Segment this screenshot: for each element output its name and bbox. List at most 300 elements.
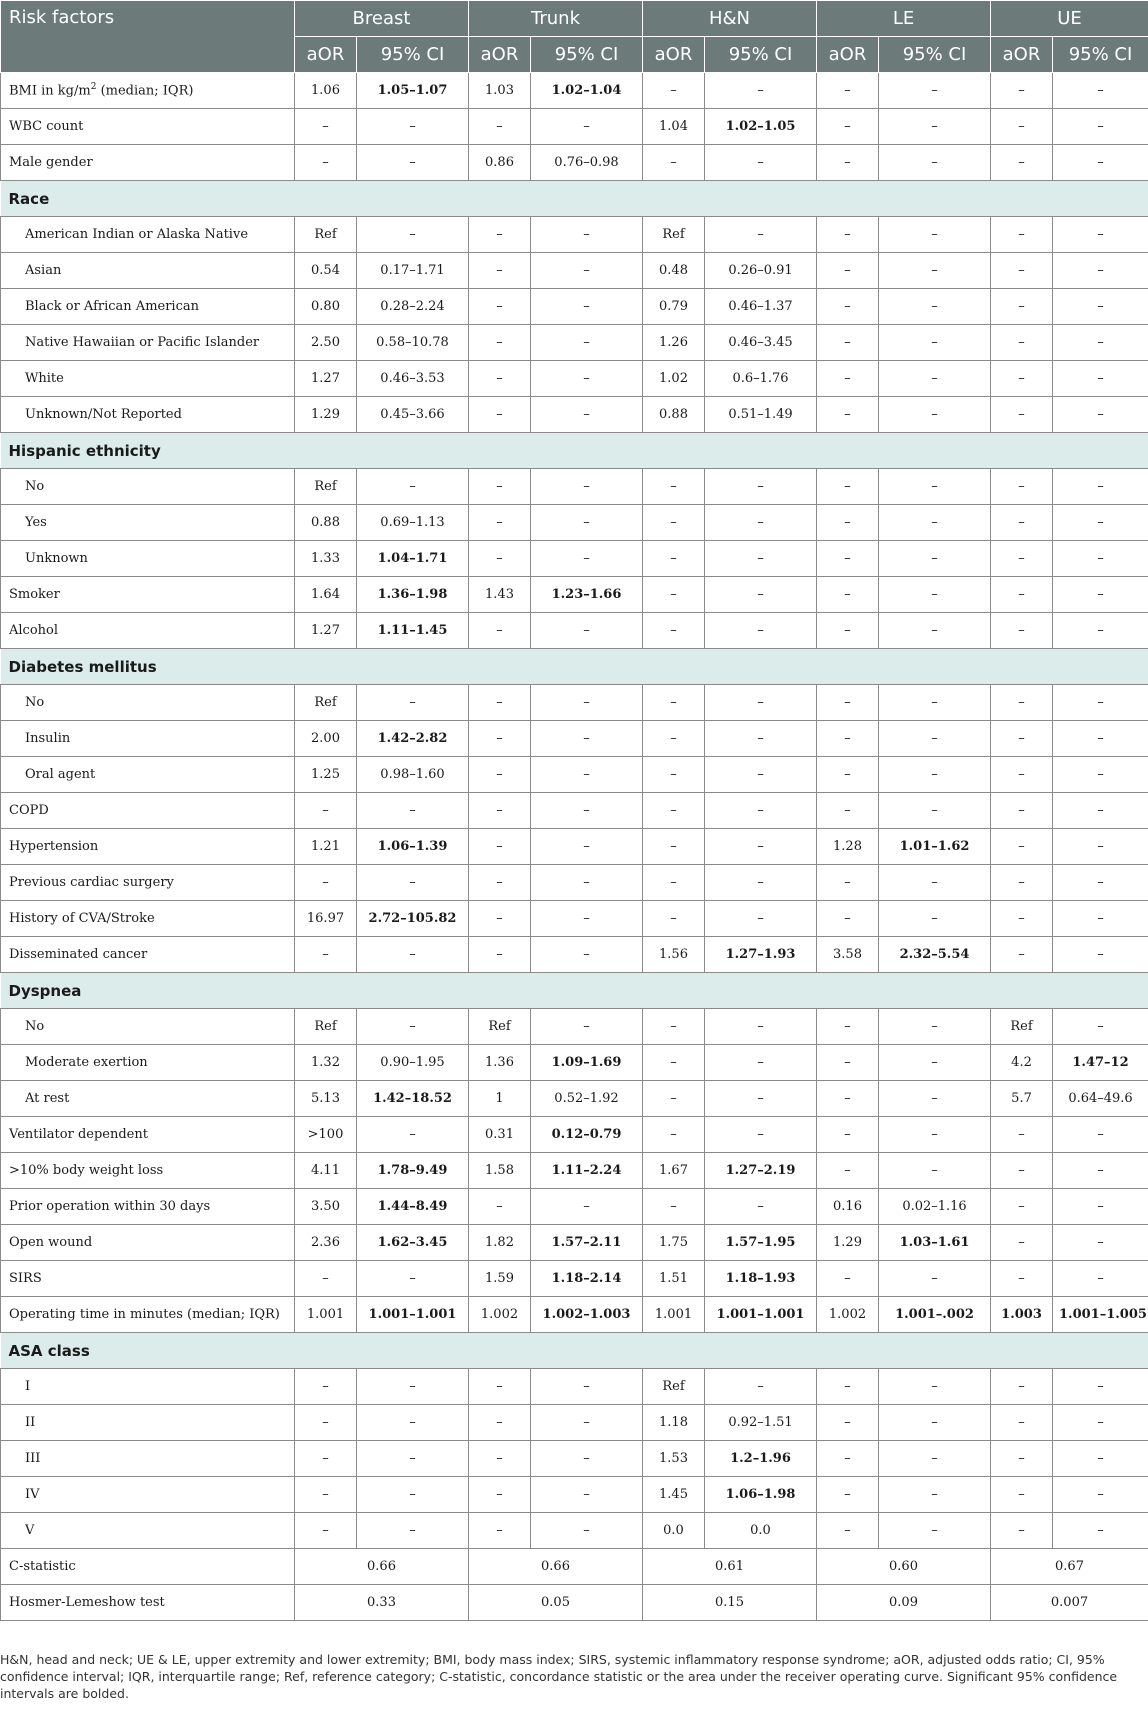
table-body (1, 73, 1148, 1621)
aor-cell: 1.58 (469, 1153, 531, 1189)
ci-cell: 2.72–105.82 (357, 901, 469, 937)
row-label (1, 1189, 295, 1225)
aor-cell: – (643, 1189, 705, 1225)
ci-cell: – (357, 685, 469, 721)
stat-value: 0.67 (991, 1549, 1148, 1585)
aor-cell: – (643, 469, 705, 505)
aor-cell: 0.16 (817, 1189, 879, 1225)
ci-cell: 0.52–1.92 (531, 1081, 643, 1117)
aor-cell: 1.32 (295, 1045, 357, 1081)
aor-cell: 4.2 (991, 1045, 1053, 1081)
ci-cell: – (357, 937, 469, 973)
ci-cell: – (879, 577, 991, 613)
aor-cell: 1.04 (643, 109, 705, 145)
aor-cell: 1.25 (295, 757, 357, 793)
aor-cell: 1.02 (643, 361, 705, 397)
aor-cell: – (643, 577, 705, 613)
group-header-ue: UE (991, 1, 1148, 37)
ci-cell: – (531, 1441, 643, 1477)
ci-cell: – (879, 865, 991, 901)
aor-cell: – (817, 1477, 879, 1513)
ci-cell: – (531, 1009, 643, 1045)
table-row (1, 1189, 1148, 1225)
row-label (1, 1117, 295, 1153)
row-label (1, 397, 295, 433)
ci-cell: – (879, 469, 991, 505)
table-row (1, 1117, 1148, 1153)
aor-cell: – (469, 325, 531, 361)
aor-header: aOR (991, 37, 1053, 73)
row-label-text: Previous cardiac surgery (9, 875, 174, 890)
aor-cell: – (991, 1369, 1053, 1405)
ci-cell: – (705, 469, 817, 505)
ci-cell: – (1053, 73, 1148, 109)
table-row (1, 1513, 1148, 1549)
ci-cell: – (879, 289, 991, 325)
row-label-text: Asian (25, 263, 62, 278)
row-label (1, 505, 295, 541)
aor-cell: – (295, 865, 357, 901)
group-header-breast: Breast (295, 1, 469, 37)
aor-cell: – (643, 541, 705, 577)
aor-cell: – (643, 757, 705, 793)
aor-cell: – (295, 1477, 357, 1513)
aor-cell: 1.03 (469, 73, 531, 109)
aor-cell: Ref (295, 685, 357, 721)
row-label-text: I (25, 1379, 31, 1394)
aor-cell: – (991, 1189, 1053, 1225)
row-label (1, 1369, 295, 1405)
stat-value: 0.61 (643, 1549, 817, 1585)
row-label (1, 721, 295, 757)
aor-cell: – (991, 145, 1053, 181)
ci-cell: – (705, 901, 817, 937)
row-label (1, 469, 295, 505)
aor-header: aOR (817, 37, 879, 73)
aor-cell: – (991, 685, 1053, 721)
section-label: Dyspnea (1, 973, 1148, 1009)
ci-cell: 1.36–1.98 (357, 577, 469, 613)
aor-cell: – (817, 721, 879, 757)
ci-cell: 0.64–49.6 (1053, 1081, 1148, 1117)
row-label-text: No (25, 479, 45, 494)
aor-cell: – (643, 685, 705, 721)
ci-cell: – (879, 1045, 991, 1081)
ci-cell: 0.6–1.76 (705, 361, 817, 397)
aor-cell: 1.001 (295, 1297, 357, 1333)
row-label (1, 829, 295, 865)
ci-cell: 1.001–1.005 (1053, 1297, 1148, 1333)
risk-factors-header: Risk factors (1, 1, 295, 73)
aor-cell: – (817, 865, 879, 901)
ci-cell: – (705, 1009, 817, 1045)
ci-cell: – (531, 685, 643, 721)
ci-cell: – (879, 1405, 991, 1441)
ci-cell: – (357, 793, 469, 829)
aor-cell: 1.56 (643, 937, 705, 973)
ci-cell: 1.001–.002 (879, 1297, 991, 1333)
ci-cell: 1.001–1.001 (705, 1297, 817, 1333)
ci-cell: – (705, 829, 817, 865)
ci-cell: – (531, 901, 643, 937)
aor-cell: – (991, 253, 1053, 289)
ci-cell: 0.69–1.13 (357, 505, 469, 541)
aor-cell: – (643, 901, 705, 937)
ci-cell: – (879, 217, 991, 253)
table-row (1, 1045, 1148, 1081)
aor-cell: – (991, 937, 1053, 973)
aor-cell: 4.11 (295, 1153, 357, 1189)
ci-cell: – (357, 1117, 469, 1153)
ci-cell: – (1053, 253, 1148, 289)
ci-cell: – (357, 1405, 469, 1441)
aor-cell: 1.06 (295, 73, 357, 109)
aor-cell: – (469, 505, 531, 541)
aor-header: aOR (469, 37, 531, 73)
table-row (1, 1225, 1148, 1261)
section-header-row (1, 433, 1148, 469)
aor-cell: 1.18 (643, 1405, 705, 1441)
ci-cell: – (879, 1477, 991, 1513)
aor-cell: – (991, 73, 1053, 109)
ci-cell: – (357, 865, 469, 901)
aor-cell: Ref (295, 1009, 357, 1045)
aor-cell: 5.7 (991, 1081, 1053, 1117)
aor-cell: – (817, 1369, 879, 1405)
table-footnote: H&N, head and neck; UE & LE, upper extremity and lower extremity; BMI, body mass index; SIRS, systemic inflammatory response syndrome; aOR, adjusted odds ratio; CI, 95% confidence interval; IQR, interquartile range; Ref, reference category; C-statistic, concordance statistic or the area under the receiver operating curve. Significant 95% confidence intervals are bolded. (0, 1652, 1118, 1701)
ci-cell: – (879, 1369, 991, 1405)
ci-cell: – (531, 757, 643, 793)
row-label-text: II (25, 1415, 36, 1430)
row-label-text: No (25, 695, 45, 710)
aor-cell: – (991, 721, 1053, 757)
aor-cell: – (991, 793, 1053, 829)
row-label (1, 1045, 295, 1081)
ci-cell: 1.27–2.19 (705, 1153, 817, 1189)
aor-cell: – (817, 253, 879, 289)
ci-cell: – (531, 1189, 643, 1225)
table-row (1, 1297, 1148, 1333)
ci-cell: – (879, 109, 991, 145)
row-label-text: COPD (9, 803, 49, 818)
ci-cell: – (531, 361, 643, 397)
aor-cell: 0.54 (295, 253, 357, 289)
table-row (1, 685, 1148, 721)
row-label (1, 1441, 295, 1477)
ci-cell: – (1053, 577, 1148, 613)
ci-cell: – (357, 1477, 469, 1513)
group-header-trunk: Trunk (469, 1, 643, 37)
row-label (1, 685, 295, 721)
aor-cell: – (469, 865, 531, 901)
ci-cell: – (705, 721, 817, 757)
row-label-text: History of CVA/Stroke (9, 911, 155, 926)
ci-cell: – (879, 685, 991, 721)
aor-cell: – (991, 1225, 1053, 1261)
ci-cell: – (531, 505, 643, 541)
aor-cell: – (817, 1081, 879, 1117)
aor-cell: – (295, 1441, 357, 1477)
aor-cell: 1.27 (295, 361, 357, 397)
ci-cell: 0.98–1.60 (357, 757, 469, 793)
aor-cell: – (469, 469, 531, 505)
ci-cell: – (531, 1369, 643, 1405)
aor-cell: – (991, 217, 1053, 253)
table-row (1, 937, 1148, 973)
ci-cell: – (357, 1513, 469, 1549)
ci-cell: – (1053, 217, 1148, 253)
row-label (1, 1405, 295, 1441)
aor-cell: – (991, 1477, 1053, 1513)
stat-value: 0.33 (295, 1585, 469, 1621)
aor-cell: – (991, 469, 1053, 505)
aor-cell: – (991, 109, 1053, 145)
aor-cell: 1.27 (295, 613, 357, 649)
stat-value: 0.007 (991, 1585, 1148, 1621)
aor-cell: 1.64 (295, 577, 357, 613)
aor-cell: – (991, 901, 1053, 937)
ci-cell: 0.58–10.78 (357, 325, 469, 361)
row-label-text: American Indian or Alaska Native (25, 227, 249, 242)
ci-cell: 1.78–9.49 (357, 1153, 469, 1189)
aor-cell: – (469, 361, 531, 397)
table-row (1, 397, 1148, 433)
aor-cell: – (295, 937, 357, 973)
aor-cell: – (817, 217, 879, 253)
ci-cell: – (879, 757, 991, 793)
table-row (1, 1369, 1148, 1405)
aor-cell: 1.002 (469, 1297, 531, 1333)
ci-cell: – (1053, 361, 1148, 397)
aor-cell: 0.86 (469, 145, 531, 181)
aor-cell: – (643, 1045, 705, 1081)
aor-cell: 0.80 (295, 289, 357, 325)
aor-cell: – (469, 289, 531, 325)
table-row (1, 1081, 1148, 1117)
row-label-suffix: (median; IQR) (96, 83, 194, 99)
ci-cell: – (879, 1261, 991, 1297)
ci-cell: – (1053, 325, 1148, 361)
aor-cell: – (991, 757, 1053, 793)
ci-cell: – (1053, 145, 1148, 181)
aor-cell: – (469, 217, 531, 253)
table-row (1, 505, 1148, 541)
aor-cell: 0.88 (643, 397, 705, 433)
row-label-text: WBC count (9, 119, 84, 134)
ci-cell: – (357, 1261, 469, 1297)
aor-cell: – (991, 577, 1053, 613)
ci-cell: 1.57–1.95 (705, 1225, 817, 1261)
ci-cell: 1.09–1.69 (531, 1045, 643, 1081)
aor-cell: Ref (643, 1369, 705, 1405)
ci-cell: – (1053, 397, 1148, 433)
ci-cell: 1.42–18.52 (357, 1081, 469, 1117)
section-header-row (1, 1333, 1148, 1369)
aor-cell: – (991, 829, 1053, 865)
stat-value: 0.66 (469, 1549, 643, 1585)
table-row (1, 109, 1148, 145)
row-label-text: SIRS (9, 1271, 42, 1286)
ci-cell: 1.05–1.07 (357, 73, 469, 109)
ci-cell: – (705, 1081, 817, 1117)
table-row (1, 541, 1148, 577)
aor-cell: – (295, 1513, 357, 1549)
table-row (1, 1405, 1148, 1441)
model-stat-row (1, 1585, 1148, 1621)
table-row (1, 829, 1148, 865)
ci-cell: – (357, 145, 469, 181)
aor-cell: – (817, 1261, 879, 1297)
ci-cell: 0.51–1.49 (705, 397, 817, 433)
ci-cell: – (1053, 109, 1148, 145)
aor-cell: – (643, 145, 705, 181)
aor-cell: – (469, 541, 531, 577)
aor-cell: – (817, 325, 879, 361)
ci-cell: – (1053, 1261, 1148, 1297)
ci-cell: – (357, 217, 469, 253)
ci-cell: – (531, 541, 643, 577)
aor-cell: 1.29 (817, 1225, 879, 1261)
ci-cell: 1.01–1.62 (879, 829, 991, 865)
row-label (1, 757, 295, 793)
ci-cell: – (879, 721, 991, 757)
ci-cell: 0.28–2.24 (357, 289, 469, 325)
aor-cell: 1.21 (295, 829, 357, 865)
aor-cell: – (469, 829, 531, 865)
table-row (1, 469, 1148, 505)
aor-cell: 1.59 (469, 1261, 531, 1297)
ci-cell: – (705, 865, 817, 901)
table-header (1, 1, 1148, 73)
aor-cell: – (469, 1189, 531, 1225)
ci-cell: – (357, 109, 469, 145)
ci-cell: – (705, 793, 817, 829)
table-row (1, 613, 1148, 649)
aor-cell: 1.51 (643, 1261, 705, 1297)
row-label-text: Hypertension (9, 839, 99, 854)
aor-cell: 1.26 (643, 325, 705, 361)
ci-cell: – (879, 253, 991, 289)
table-row (1, 721, 1148, 757)
aor-cell: – (469, 1405, 531, 1441)
group-header-hn: H&N (643, 1, 817, 37)
aor-cell: – (295, 109, 357, 145)
row-label-text: BMI in kg/m (9, 83, 91, 99)
aor-cell: – (817, 109, 879, 145)
group-header-le: LE (817, 1, 991, 37)
row-label-text: Oral agent (25, 767, 96, 782)
ci-cell: – (1053, 829, 1148, 865)
table-row (1, 145, 1148, 181)
row-label (1, 1261, 295, 1297)
ci-cell: 0.90–1.95 (357, 1045, 469, 1081)
row-label-text: Insulin (25, 731, 71, 746)
ci-cell: 1.44–8.49 (357, 1189, 469, 1225)
aor-cell: >100 (295, 1117, 357, 1153)
ci-cell: – (879, 397, 991, 433)
aor-cell: 1.002 (817, 1297, 879, 1333)
table-row (1, 793, 1148, 829)
aor-cell: – (817, 613, 879, 649)
row-label-text: Operating time in minutes (median; IQR) (9, 1307, 280, 1322)
ci-cell: – (531, 325, 643, 361)
aor-cell: – (817, 469, 879, 505)
ci-cell: 1.02–1.05 (705, 109, 817, 145)
aor-cell: – (991, 289, 1053, 325)
ci-cell: – (1053, 865, 1148, 901)
ci-cell: 1.11–1.45 (357, 613, 469, 649)
table-row (1, 1153, 1148, 1189)
ci-cell: 1.47–12 (1053, 1045, 1148, 1081)
table-row (1, 865, 1148, 901)
aor-cell: 1.36 (469, 1045, 531, 1081)
ci-cell: – (1053, 1189, 1148, 1225)
ci-cell: – (1053, 613, 1148, 649)
ci-cell: – (705, 217, 817, 253)
aor-cell: – (643, 613, 705, 649)
aor-cell: 2.00 (295, 721, 357, 757)
ci-cell: – (705, 73, 817, 109)
table-row (1, 289, 1148, 325)
ci-cell: – (1053, 1225, 1148, 1261)
row-label-text: No (25, 1019, 45, 1034)
table-row (1, 73, 1148, 109)
ci-cell: 1.23–1.66 (531, 577, 643, 613)
aor-cell: – (817, 541, 879, 577)
ci-cell: – (1053, 289, 1148, 325)
row-label (1, 1513, 295, 1549)
aor-cell: – (817, 1153, 879, 1189)
row-label (1, 289, 295, 325)
ci-cell: – (705, 1189, 817, 1225)
ci-cell: 1.001–1.001 (357, 1297, 469, 1333)
row-label-text: Yes (25, 515, 47, 530)
row-label (1, 1297, 295, 1333)
row-label-text: III (25, 1451, 41, 1466)
ci-cell: 1.06–1.98 (705, 1477, 817, 1513)
row-label (1, 901, 295, 937)
ci-cell: – (705, 1045, 817, 1081)
ci-cell: – (357, 469, 469, 505)
ci-header: 95% CI (879, 37, 991, 73)
aor-cell: 1.33 (295, 541, 357, 577)
section-label: Diabetes mellitus (1, 649, 1148, 685)
aor-cell: – (469, 613, 531, 649)
row-label-superscript: 2 (90, 82, 97, 93)
ci-cell: – (1053, 1441, 1148, 1477)
aor-cell: – (469, 793, 531, 829)
stat-value: 0.66 (295, 1549, 469, 1585)
ci-cell: 0.76–0.98 (531, 145, 643, 181)
aor-cell: – (469, 901, 531, 937)
table-row (1, 757, 1148, 793)
aor-cell: 1.53 (643, 1441, 705, 1477)
aor-cell: – (991, 1153, 1053, 1189)
ci-cell: – (531, 289, 643, 325)
aor-header: aOR (643, 37, 705, 73)
row-label-text: IV (25, 1487, 40, 1502)
aor-cell: – (295, 1369, 357, 1405)
ci-cell: – (879, 361, 991, 397)
ci-cell: – (357, 1441, 469, 1477)
aor-cell: – (469, 1369, 531, 1405)
ci-cell: – (531, 865, 643, 901)
stat-value: 0.60 (817, 1549, 991, 1585)
table-row (1, 901, 1148, 937)
ci-cell: – (531, 253, 643, 289)
ci-cell: – (531, 1477, 643, 1513)
aor-cell: 5.13 (295, 1081, 357, 1117)
